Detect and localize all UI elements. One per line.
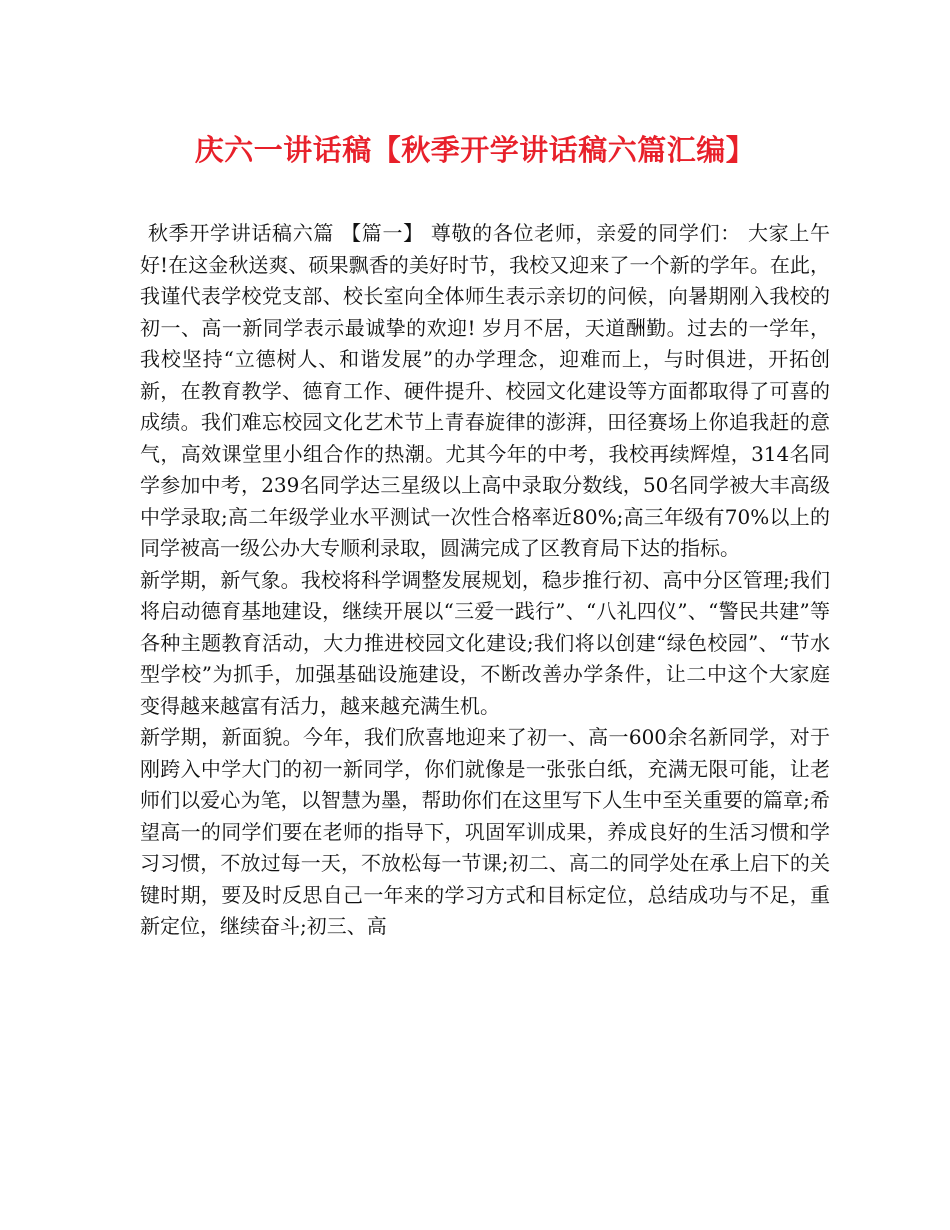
paragraph: 秋季开学讲话稿六篇 【篇一】 尊敬的各位老师，亲爱的同学们： 大家上午好!在这金秋送爽、硕果飘香的美好时节，我校又迎来了一个新的学年。在此，我谨代表学校党支部、校长室向全体师生表示亲切的问候，向暑期刚入我校的初一、高一新同学表示最诚挚的欢迎! 岁月不居，天道酬勤。过去的一学年，我校坚持“立德树人、和谐发展”的办学理念，迎难而上，与时俱进，开拓创新，在教育教学、德育工作、硬件提升、校园文化建设等方面都取得了可喜的成绩。我们难忘校园文化艺术节上青春旋律的澎湃，田径赛场上你追我赶的意气，高效课堂里小组合作的热潮。尤其今年的中考，我校再续辉煌，314名同学参加中考，239名同学达三星级以上高中录取分数线，50名同学被大丰高级中学录取;高二年级学业水平测试一次性合格率近80%;高三年级有70%以上的同学被高一级公办大专顺利录取，圆满完成了区教育局下达的指标。 bbox=[140, 221, 830, 560]
paragraph: 新学期，新气象。我校将科学调整发展规划，稳步推行初、高中分区管理;我们将启动德育基地建设，继续开展以“三爱一践行”、“八礼四仪”、“警民共建”等各种主题教育活动，大力推进校园文化建设;我们将以创建“绿色校园”、“节水型学校”为抓手，加强基础设施建设，不断改善办学条件，让二中这个大家庭变得越来越富有活力，越来越充满生机。 bbox=[140, 567, 830, 718]
paragraph: 新学期，新面貌。今年，我们欣喜地迎来了初一、高一600余名新同学，对于刚跨入中学大门的初一新同学，你们就像是一张张白纸，充满无限可能，让老师们以爱心为笔，以智慧为墨，帮助你们在这里写下人生中至关重要的篇章;希望高一的同学们要在老师的指导下，巩固军训成果，养成良好的生活习惯和学习习惯，不放过每一天，不放松每一节课;初二、高二的同学处在承上启下的关键时期，要及时反思自己一年来的学习方式和目标定位，总结成功与不足，重新定位，继续奋斗;初三、高 bbox=[140, 725, 830, 938]
document-title: 庆六一讲话稿【秋季开学讲话稿六篇汇编】 bbox=[194, 133, 756, 167]
document-body bbox=[140, 218, 830, 943]
